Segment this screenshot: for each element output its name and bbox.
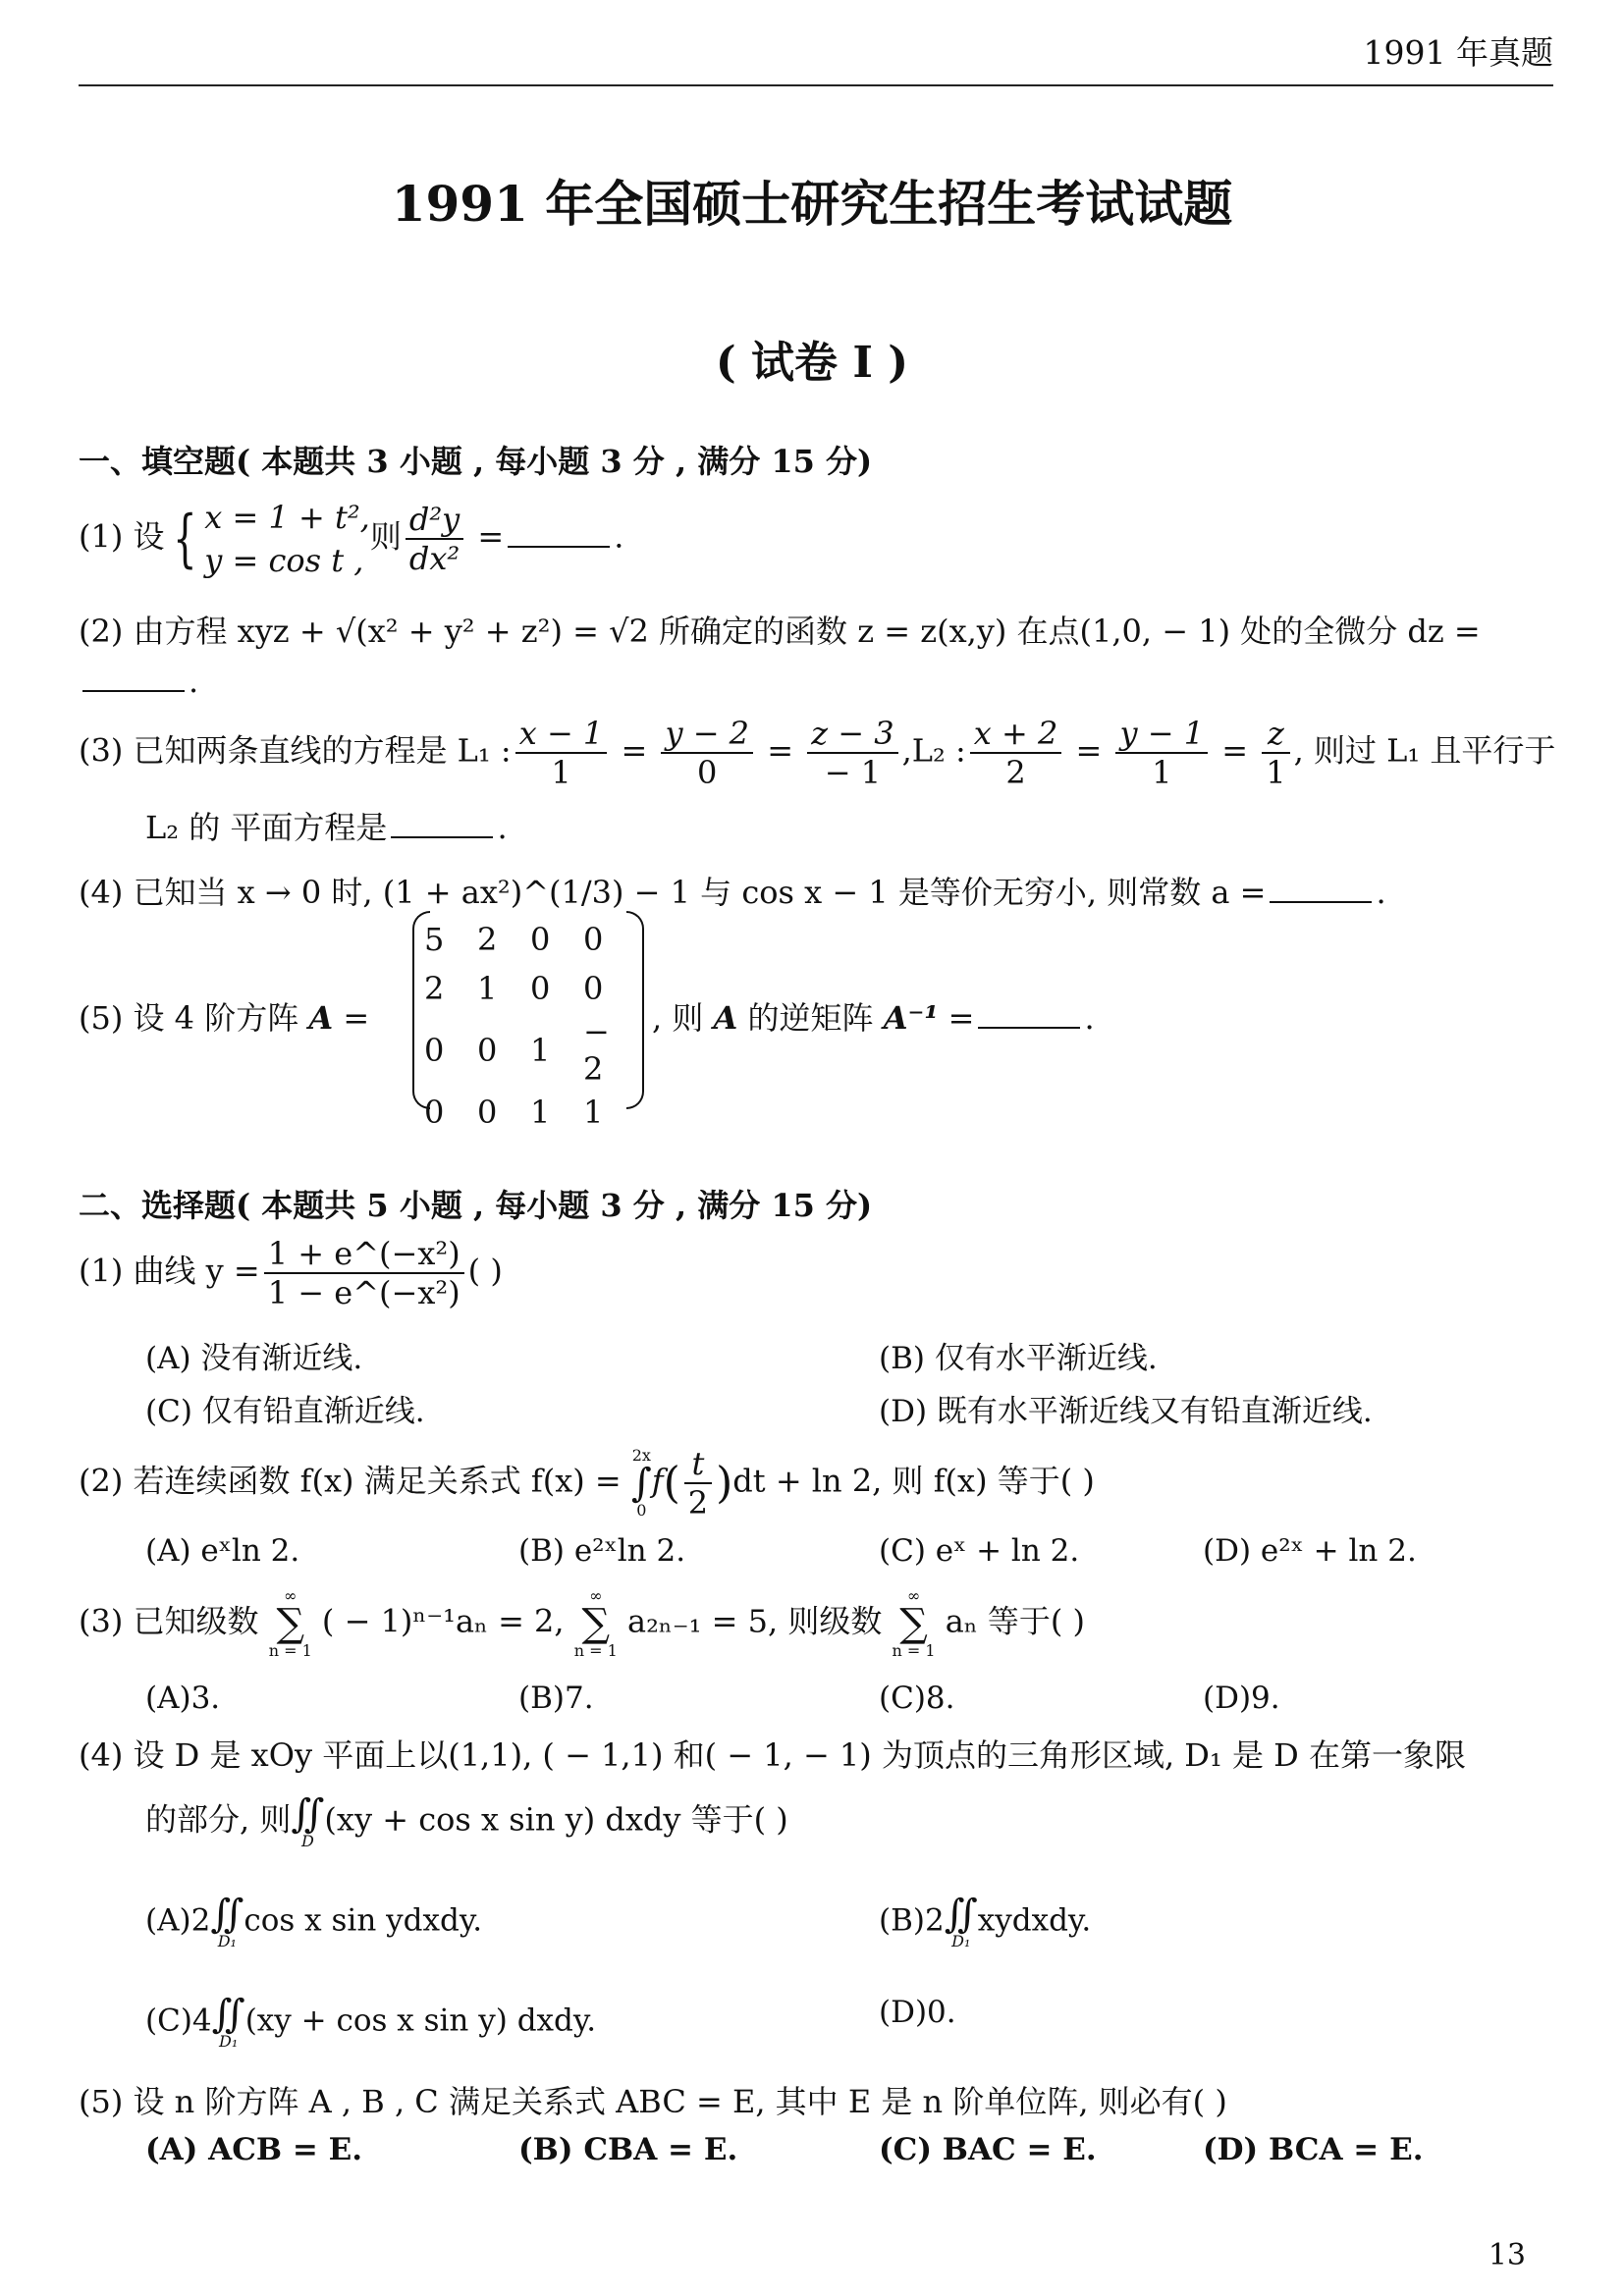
s1-q3-lead: (3) 已知两条直线的方程是 L₁ : (79, 731, 512, 770)
s2-q3-option-c: (C)8. (879, 1681, 955, 1716)
s2-q4-line1: (4) 设 D 是 xOy 平面上以(1,1), ( − 1,1) 和( − 1, − 1) 为顶点的三角形区域, D₁ 是 D 在第一象限 (79, 1736, 1466, 1774)
s2-q3-t1: ( − 1)ⁿ⁻¹aₙ = 2, (321, 1602, 565, 1640)
s1-q5-tail-text: , 则 (652, 999, 704, 1037)
matrix-cell: 1 (583, 1094, 604, 1131)
matrix-cell: 0 (583, 921, 604, 958)
answer-blank (508, 542, 610, 548)
matrix-symbol: A (308, 999, 334, 1037)
s2-q1 (79, 1235, 503, 1311)
matrix-row (424, 915, 636, 964)
frac-num: x + 2 (970, 715, 1062, 754)
option-body: xydxdy. (977, 1902, 1092, 1939)
integral-sign: ∫ (630, 1461, 652, 1506)
double-integral-sign: ∬ (291, 1791, 325, 1837)
s1-q1-end: . (614, 517, 624, 556)
s1-q3-frac3 (807, 715, 897, 791)
paren-open: ( (663, 1458, 680, 1509)
frac-num: x − 1 (515, 715, 608, 754)
s2-q3-option-a: (A)3. (145, 1681, 221, 1716)
matrix-row (424, 1088, 636, 1137)
sum-2 (574, 1588, 618, 1659)
matrix-cell: 2 (477, 921, 498, 958)
s2-q2-option-d: (D) e²ˣ + ln 2. (1203, 1533, 1417, 1569)
matrix-A (412, 911, 644, 1131)
s2-q1-lead: (1) 曲线 y = (79, 1252, 260, 1290)
s1-q5-tail3: = (938, 999, 975, 1037)
matrix-cell: 1 (530, 1032, 551, 1069)
integral-upper: 2x (631, 1446, 651, 1465)
sum-top: ∞ (906, 1586, 921, 1605)
s2-q1-option-c: (C) 仅有铅直渐近线. (145, 1394, 425, 1429)
double-integral-sign: ∬ (211, 1992, 245, 2037)
integral (631, 1448, 652, 1519)
sum-3 (893, 1588, 936, 1659)
header-rule (79, 84, 1553, 86)
frac-den: 1 (1266, 754, 1286, 791)
s2-q3-option-d: (D)9. (1203, 1681, 1280, 1716)
section1-heading: 一、填空题( 本题共 3 小题 , 每小题 3 分 , 满分 15 分) (79, 443, 873, 480)
frac-den: 1 (551, 754, 571, 791)
frac-num: y − 1 (1115, 715, 1208, 754)
matrix-cell: 0 (583, 970, 604, 1007)
region-label: D₁ (951, 1932, 971, 1950)
frac-den: 2 (687, 1484, 709, 1522)
matrix-row (424, 1013, 636, 1088)
s1-q1-frac (406, 501, 463, 577)
s2-q3-t2: a₂ₙ₋₁ = 5, 则级数 (626, 1602, 883, 1640)
sum-bottom: n = 1 (268, 1641, 312, 1660)
s2-q2-lead: (2) 若连续函数 f(x) 满足关系式 f(x) = (79, 1462, 622, 1500)
page-title: 1991 年全国硕士研究生招生考试试题 (391, 175, 1233, 233)
double-integral (210, 1892, 244, 1950)
s1-q4 (79, 868, 1386, 913)
s2-q4-line2-lead: 的部分, 则 (145, 1800, 292, 1839)
answer-paren: ( ) (467, 1252, 503, 1290)
option-body: cos x sin ydxdy. (244, 1902, 483, 1939)
matrix-symbol: A (713, 999, 738, 1037)
s1-q3-mid: ,L₂ : (901, 731, 966, 770)
matrix-cell: − 2 (583, 1013, 610, 1088)
sum-sign: ∑ (276, 1601, 304, 1646)
s2-q2-rest: dt + ln 2, 则 f(x) 等于( ) (732, 1462, 1095, 1500)
answer-blank (391, 832, 493, 838)
s2-q2-option-b: (B) e²ˣln 2. (518, 1533, 686, 1569)
s2-q4-option-a (145, 1892, 483, 1950)
matrix-cell: 0 (424, 1094, 445, 1131)
sum-top: ∞ (284, 1586, 298, 1605)
s1-q3-line1: (3) 已知两条直线的方程是 L₁ : $\frac{x - 1}{1}$ = $\frac{y - 2}{0}$ = $\frac{z - 3}{- 1}$ ,L₂ : $\frac{x + 2}{2}$ = $\frac{y - 1}{1}$ = $\frac{z}{1}$ , 则过 L₁ 且平行于 (79, 715, 1556, 791)
frac-den: 1 − e^(−x²) (267, 1274, 460, 1311)
s1-q1-frac-num: d²y (406, 501, 463, 540)
double-integral (211, 1992, 245, 2051)
page-number: 13 (1488, 2238, 1526, 2272)
s2-q1-frac (264, 1235, 464, 1311)
s1-q2-line2 (79, 663, 198, 700)
s1-q5-lead-text: (5) 设 4 阶方阵 (79, 999, 299, 1037)
s2-q5-option-c: (C) BAC = E. (879, 2132, 1097, 2167)
s1-q3-frac1 (515, 715, 608, 791)
s2-q5-option-b: (B) CBA = E. (518, 2132, 738, 2167)
frac-num: y − 2 (661, 715, 753, 754)
frac-den: 1 (1152, 754, 1172, 791)
answer-blank (978, 1023, 1080, 1029)
s1-q3-line2 (145, 803, 508, 848)
frac-num: t (684, 1445, 712, 1484)
brace: { (172, 503, 197, 575)
s2-q4-line2 (145, 1791, 788, 1850)
option-lead: (A)2 (145, 1902, 211, 1939)
s1-q5-eq: = (333, 999, 370, 1037)
sum-1 (269, 1588, 312, 1659)
s1-q3-frac2 (661, 715, 753, 791)
integral-lower: 0 (636, 1501, 647, 1520)
s2-q5-option-a: (A) ACB = E. (145, 2132, 363, 2167)
region-label: D₁ (217, 1932, 237, 1950)
s2-q4-line2-int: (xy + cos x sin y) dxdy 等于( ) (324, 1800, 788, 1839)
s1-q5-lead (79, 993, 369, 1039)
sum-bottom: n = 1 (573, 1641, 618, 1660)
option-lead: (C)4 (145, 2002, 212, 2039)
matrix-cell: 5 (424, 921, 445, 958)
matrix-cell: 1 (530, 1094, 551, 1131)
s1-q1-num: (1) 设 (79, 517, 165, 556)
matrix-cell: 0 (530, 970, 551, 1007)
double-integral-sign: ∬ (210, 1892, 244, 1937)
sum-sign: ∑ (899, 1601, 928, 1646)
running-header: 1991 年真题 (1363, 33, 1553, 72)
s1-q5-tail (652, 993, 1095, 1039)
s2-q1-option-b: (B) 仅有水平渐近线. (879, 1341, 1158, 1376)
s2-q4-option-c (145, 1992, 597, 2051)
s1-q3-frac6 (1262, 715, 1289, 791)
answer-blank (1270, 897, 1372, 903)
matrix-cell: 0 (530, 921, 551, 958)
s1-q3-line2-text: L₂ 的 平面方程是 (145, 809, 388, 846)
option-body: (xy + cos x sin y) dxdy. (244, 2002, 597, 2039)
s2-q1-option-a: (A) 没有渐近线. (145, 1341, 363, 1376)
frac-num: z (1262, 715, 1289, 754)
sum-top: ∞ (589, 1586, 603, 1605)
s2-q2-frac (684, 1445, 712, 1522)
s1-q1-eq: = (467, 517, 505, 556)
s2-q3-t3: aₙ 等于( ) (945, 1602, 1085, 1640)
s1-q3-frac4 (970, 715, 1062, 791)
double-integral (944, 1892, 978, 1950)
matrix-row (424, 964, 636, 1013)
option-lead: (B)2 (879, 1902, 945, 1939)
section2-heading: 二、选择题( 本题共 5 小题 , 每小题 3 分 , 满分 15 分) (79, 1187, 873, 1224)
frac-den: 2 (1005, 754, 1026, 791)
s1-q2-line1: (2) 由方程 xyz + √(x² + y² + z²) = √2 所确定的函数 z = z(x,y) 在点(1,0, − 1) 处的全微分 dz = (79, 613, 1481, 650)
matrix-table (424, 915, 636, 1137)
integrand: f (651, 1462, 664, 1500)
s2-q1-option-d: (D) 既有水平渐近线又有铅直渐近线. (879, 1394, 1373, 1429)
matrix-cell: 1 (477, 970, 498, 1007)
s2-q5-option-d: (D) BCA = E. (1203, 2132, 1424, 2167)
s1-q1-sys-x: x = 1 + t², (204, 499, 370, 536)
paren-close: ) (716, 1458, 733, 1509)
s1-q5-end: . (1084, 999, 1095, 1037)
matrix-cell: 0 (477, 1032, 498, 1069)
s1-q4-text: (4) 已知当 x → 0 时, (1 + ax²)^(1/3) − 1 与 cos x − 1 是等价无穷小, 则常数 a = (79, 874, 1267, 911)
s2-q2-option-a: (A) eˣln 2. (145, 1533, 300, 1569)
s1-q1-frac-den: dx² (408, 540, 460, 577)
sum-sign: ∑ (581, 1601, 611, 1646)
matrix-cell: 0 (477, 1094, 498, 1131)
sum-bottom: n = 1 (892, 1641, 936, 1660)
s1-q3-tail: , 则过 L₁ 且平行于 (1293, 731, 1556, 770)
s2-q4-option-b (879, 1892, 1092, 1950)
s1-q1-system (204, 496, 370, 582)
matrix-cell: 2 (424, 970, 445, 1007)
s1-q1 (79, 496, 623, 582)
s2-q2-option-c: (C) eˣ + ln 2. (879, 1533, 1080, 1569)
double-integral (291, 1791, 325, 1850)
s1-q4-end: . (1376, 874, 1386, 911)
s1-q1-sys-y: y = cos t , (204, 542, 364, 579)
inverse-symbol: A⁻¹ (883, 999, 939, 1037)
frac-num: z − 3 (807, 715, 897, 754)
double-integral-sign: ∬ (944, 1892, 978, 1937)
region-label: D₁ (219, 2032, 239, 2051)
matrix-cell: 0 (424, 1032, 445, 1069)
s2-q3-lead: (3) 已知级数 (79, 1602, 259, 1640)
region-label: D (300, 1832, 314, 1850)
frac-den: 0 (697, 754, 718, 791)
s1-q5-tail2: 的逆矩阵 (737, 999, 874, 1037)
s1-q1-then: 则 (369, 517, 402, 556)
s2-q3-option-b: (B)7. (518, 1681, 594, 1716)
frac-den: − 1 (824, 754, 882, 791)
frac-num: 1 + e^(−x²) (264, 1235, 464, 1274)
s1-q3-end: . (497, 809, 508, 846)
answer-blank (82, 686, 185, 692)
s2-q4-option-d: (D)0. (879, 1995, 956, 2030)
s1-q3-frac5 (1115, 715, 1208, 791)
s2-q5-text: (5) 设 n 阶方阵 A , B , C 满足关系式 ABC = E, 其中 E 是 n 阶单位阵, 则必有( ) (79, 2083, 1227, 2120)
page-subtitle: ( 试卷 Ⅰ ) (715, 338, 909, 388)
s2-q2 (79, 1445, 1095, 1522)
s2-q3 (79, 1588, 1085, 1659)
s1-q2-end: . (189, 663, 199, 700)
